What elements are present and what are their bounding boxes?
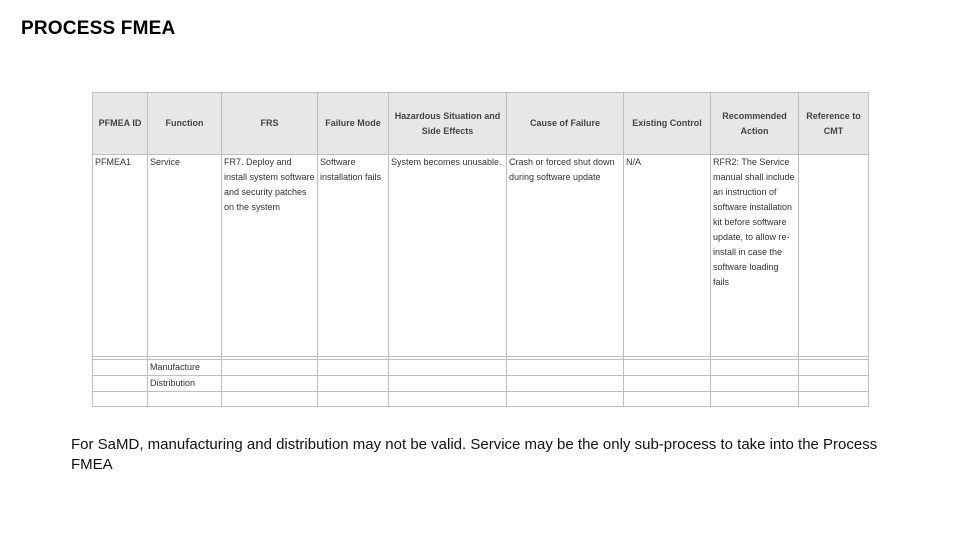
cell-function-distribution: Distribution (148, 376, 222, 392)
header-pfmea-id: PFMEA ID (93, 93, 148, 155)
cell-reference-cmt (799, 155, 869, 357)
table-header-row (93, 93, 869, 155)
cell-hazard: System becomes unusable. (389, 155, 507, 357)
cell-frs: FR7. Deploy and install system software and security patches on the system (222, 155, 318, 357)
cell-pfmea-id: PFMEA1 (93, 155, 148, 357)
caption-text: For SaMD, manufacturing and distribution may not be valid. Service may be the only sub-process to take into the Process FMEA (71, 436, 878, 473)
cell-cause: Crash or forced shut down during software update (507, 155, 624, 357)
header-function: Function (148, 93, 222, 155)
cell-failure-mode: Software installation fails (318, 155, 389, 357)
cell-function-manufacture: Manufacture (148, 360, 222, 376)
header-recommended-action: Recommended Action (711, 93, 799, 155)
table-row (93, 360, 869, 376)
fmea-table (92, 92, 869, 407)
table-row (93, 376, 869, 392)
cell-recommended-action: RFR2: The Service manual shall include an instruction of software installation kit before software update, to allow re-install in case the software loading fails (711, 155, 799, 357)
header-cause-of-failure: Cause of Failure (507, 93, 624, 155)
header-existing-control: Existing Control (624, 93, 711, 155)
fmea-table-container (92, 92, 869, 407)
table-row-empty (93, 392, 869, 407)
header-failure-mode: Failure Mode (318, 93, 389, 155)
header-reference-to-cmt: Reference to CMT (799, 93, 869, 155)
cell-function: Service (148, 155, 222, 357)
header-frs: FRS (222, 93, 318, 155)
header-hazardous-situation: Hazardous Situation and Side Effects (389, 93, 507, 155)
page-title: PROCESS FMEA (21, 18, 176, 39)
cell-existing-control: N/A (624, 155, 711, 357)
table-row (93, 155, 869, 357)
